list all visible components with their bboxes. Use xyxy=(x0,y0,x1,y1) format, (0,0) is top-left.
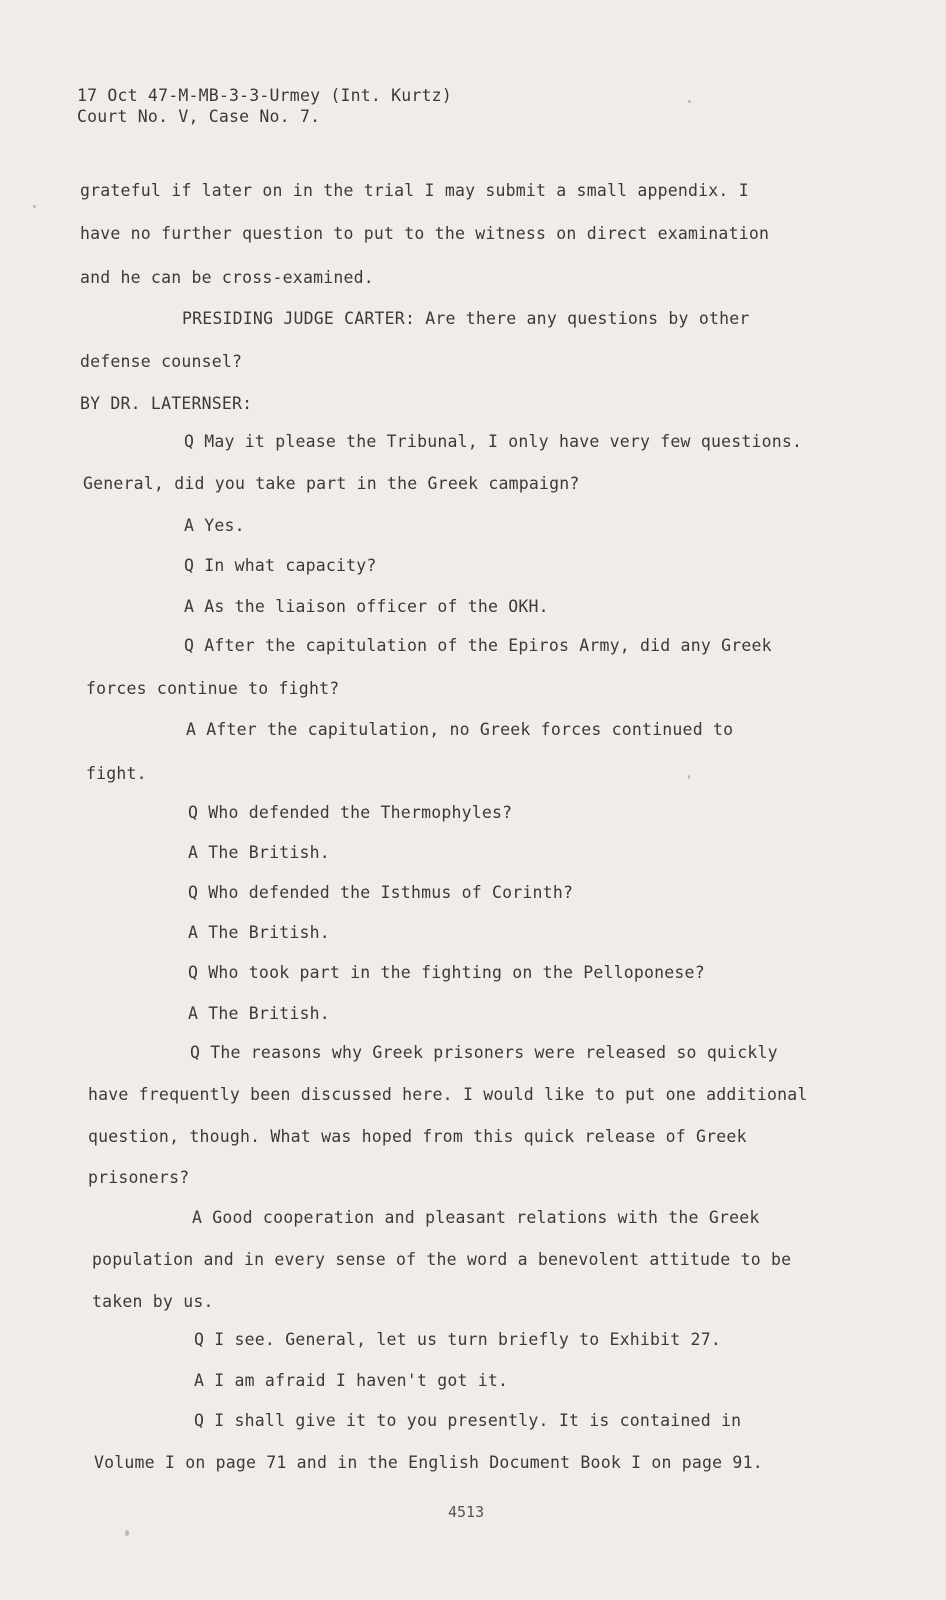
text-line: taken by us. xyxy=(92,1292,214,1311)
text-line: A The British. xyxy=(188,1004,330,1023)
text-line: defense counsel? xyxy=(80,352,243,371)
text-line: population and in every sense of the word a benevolent attitude to be xyxy=(92,1250,792,1269)
text-line: prisoners? xyxy=(88,1168,190,1187)
text-line: forces continue to fight? xyxy=(86,679,340,698)
text-line: General, did you take part in the Greek campaign? xyxy=(83,474,580,493)
text-line: and he can be cross-examined. xyxy=(80,268,374,287)
text-line: A I am afraid I haven't got it. xyxy=(194,1371,509,1390)
text-line: Q May it please the Tribunal, I only have very few questions. xyxy=(184,432,803,451)
text-line: A The British. xyxy=(188,843,330,862)
text-line: Q The reasons why Greek prisoners were released so quickly xyxy=(190,1043,778,1062)
text-line: A Yes. xyxy=(184,516,245,535)
text-line: Q Who defended the Thermophyles? xyxy=(188,803,513,822)
text-line: Q Who took part in the fighting on the Pelloponese? xyxy=(188,963,705,982)
text-line: grateful if later on in the trial I may submit a small appendix. I xyxy=(80,181,749,200)
text-line: A The British. xyxy=(188,923,330,942)
text-line: Q Who defended the Isthmus of Corinth? xyxy=(188,883,574,902)
text-line: Q I see. General, let us turn briefly to Exhibit 27. xyxy=(194,1330,721,1349)
paper-speck xyxy=(688,775,690,779)
text-line: Q I shall give it to you presently. It is contained in xyxy=(194,1411,742,1430)
text-line: A Good cooperation and pleasant relations with the Greek xyxy=(192,1208,760,1227)
text-line: question, though. What was hoped from this quick release of Greek xyxy=(88,1127,747,1146)
page-number: 4513 xyxy=(448,1503,485,1521)
text-line: BY DR. LATERNSER: xyxy=(80,394,253,413)
text-line: A After the capitulation, no Greek forces continued to xyxy=(186,720,734,739)
paper-speck xyxy=(125,1530,129,1536)
text-line: have no further question to put to the witness on direct examination xyxy=(80,224,770,243)
text-line: A As the liaison officer of the OKH. xyxy=(184,597,549,616)
text-line: Volume I on page 71 and in the English Document Book I on page 91. xyxy=(94,1453,763,1472)
text-line: Q In what capacity? xyxy=(184,556,377,575)
paper-speck xyxy=(33,205,36,208)
text-line: have frequently been discussed here. I would like to put one additional xyxy=(88,1085,808,1104)
text-line: fight. xyxy=(86,764,147,783)
text-line: PRESIDING JUDGE CARTER: Are there any questions by other xyxy=(182,309,750,328)
text-line: Q After the capitulation of the Epiros Army, did any Greek xyxy=(184,636,772,655)
header-line-1: 17 Oct 47-M-MB-3-3-Urmey (Int. Kurtz) xyxy=(77,86,452,105)
header-line-2: Court No. V, Case No. 7. xyxy=(77,107,321,126)
paper-speck xyxy=(688,100,691,103)
